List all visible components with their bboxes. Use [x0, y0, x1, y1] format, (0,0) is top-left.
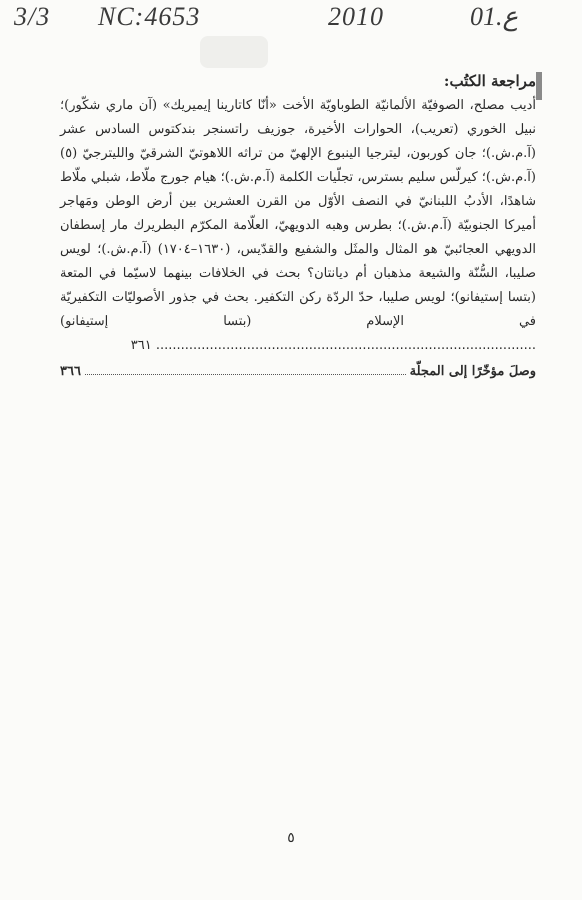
- reviews-text: أديب مصلح، الصوفيّة الألمانيّة الطوباويّة الأخت «أنّا كاتارينا إيميريك» (آن ماري شكّور)؛ نبيل الخوري (تعريب)، الحوارات الأخيرة، جوزيف راتسنجر بندكتوس السادس عشر (آ.م.ش.)؛ جان كوربون، ليترجيا الينبوع الإلهيّ من تراثه اللاهوتيّ الشرقيّ والليترجيّ (٥) (آ.م.ش.)؛ كيرلّس سليم بسترس، تجلّيات الكلمة (آ.م.ش.)؛ هيام جورج ملّاط، شبلي ملّاط شاهدًا، الأدبُ اللبنانيّ في النصف الأوّل من القرن العشرين بين أرض الوطن ومَهاجر أميركا الجنوبيّة (آ.م.ش.)؛ بطرس وهبه الدويهيّ، العلّامة المكرّم البطريرك مار إسطفان الدويهي العجائبيّ هو المثال والمثَل والشفيع والقدّيس، (١٦٣٠–١٧٠٤) (آ.م.ش.)؛ لويس صليبا، السُّنّة والشيعة مذهبان أم ديانتان؟ بحث في الخلافات بينهما لاسيّما في المتعة (بتسا إستيفانو)؛ لويس صليبا، حدّ الردّة ركن التكفير. بحث في جذور الأصوليّات التكفيريّة في الإسلام (بتسا إستيفانو): [60, 98, 536, 329]
- document-page: [60, 72, 536, 379]
- toc-dots: [85, 374, 406, 375]
- toc-entry-title: وصلَ مؤخّرًا إلى المجلّة: [409, 364, 536, 379]
- handwritten-note-fraction: 3/3: [14, 2, 51, 31]
- reviews-paragraph: [60, 94, 536, 358]
- smudge-mark: [200, 36, 268, 68]
- handwritten-note-ref: 01.ع: [470, 2, 519, 31]
- page-number: ٥: [287, 830, 295, 846]
- toc-entry-page: ٣٦٦: [60, 364, 81, 379]
- handwritten-note-code: NC:4653: [98, 2, 201, 31]
- handwritten-note-year: 2010: [328, 2, 384, 31]
- section-marker-bar: [536, 72, 542, 100]
- section-title: مراجعة الكتُب:: [443, 72, 536, 90]
- toc-entry: [60, 364, 536, 379]
- reviews-page-ref: ............................................................................................ ٣٦١: [130, 338, 536, 353]
- reviews-page: ٣٦١: [130, 338, 152, 353]
